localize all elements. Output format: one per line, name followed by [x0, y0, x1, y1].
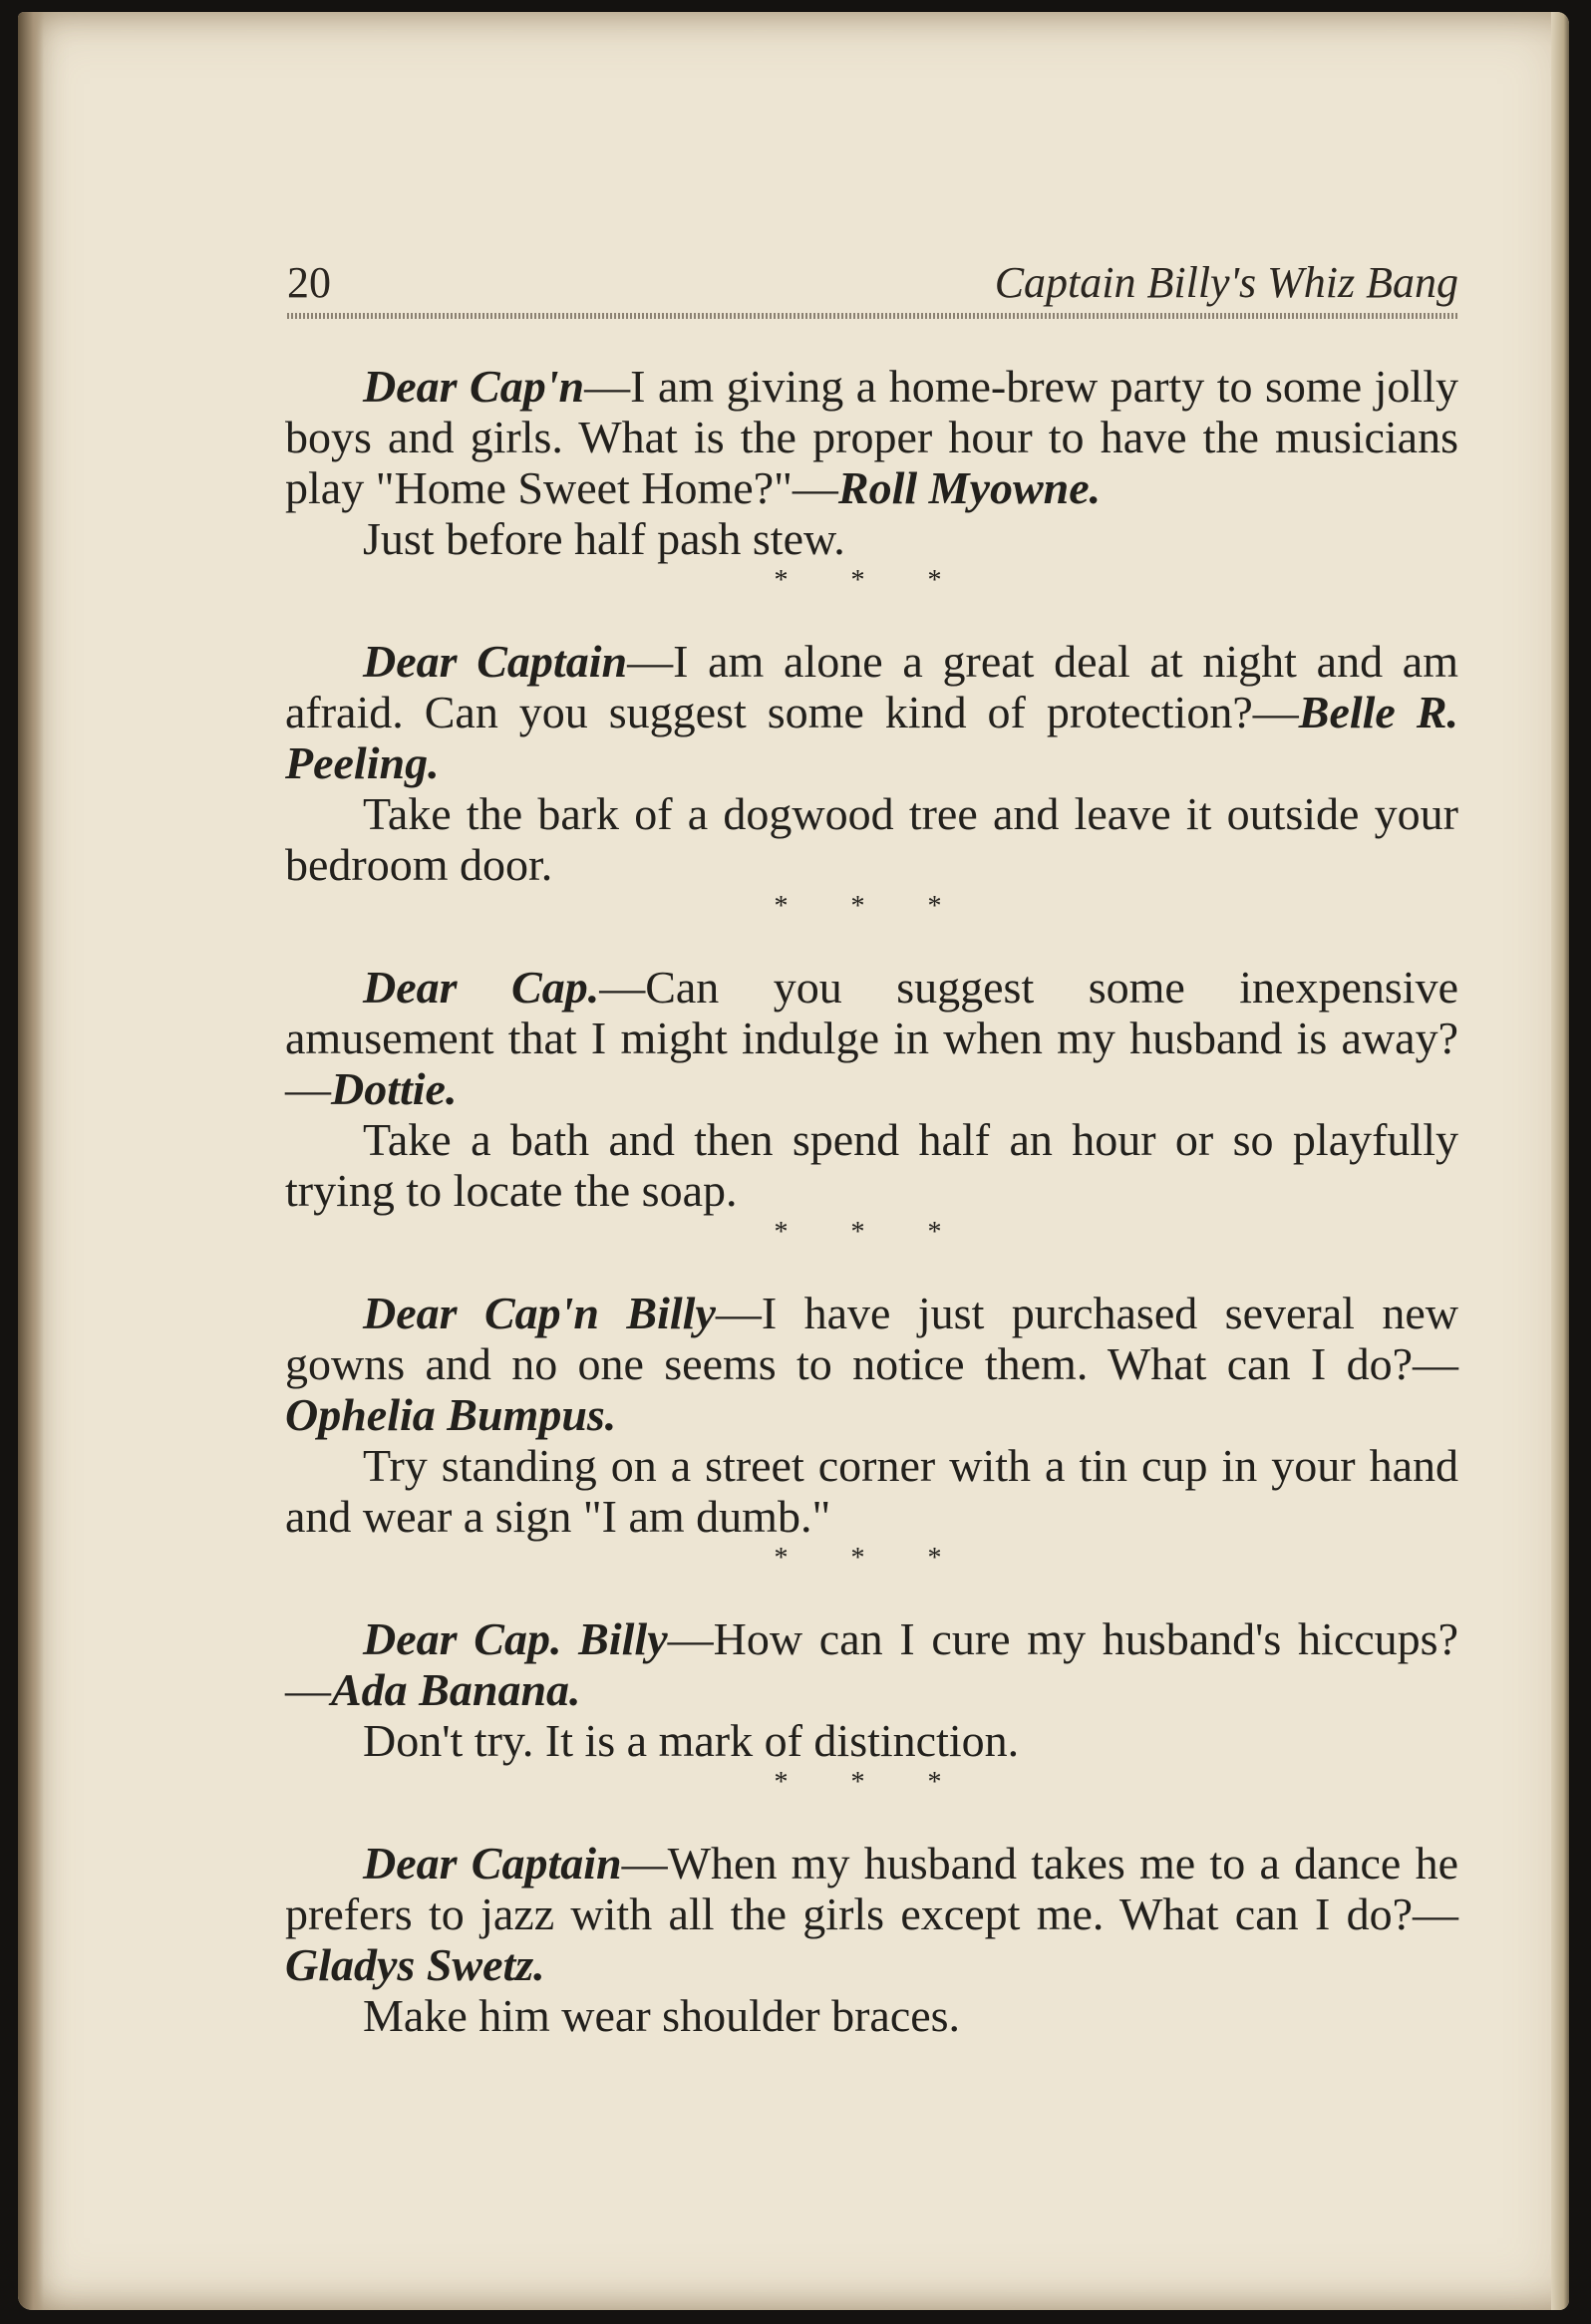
signature: Gladys Swetz.: [285, 1939, 545, 1990]
answer: Don't try. It is a mark of distinction.: [363, 1715, 1020, 1766]
salutation: Dear Captain: [363, 1838, 622, 1888]
page-right-edge: [1551, 12, 1569, 2310]
question: —How can I cure my husband's hiccups?—: [285, 1613, 1458, 1715]
header-rule: [287, 313, 1458, 319]
separator: * * *: [774, 1217, 970, 1248]
answer: Take the bark of a dogwood tree and leave it outside your bedroom door.: [285, 788, 1458, 890]
letter: [285, 361, 1458, 513]
separator: * * *: [774, 891, 970, 922]
answer: Try standing on a street corner with a tin cup in your hand and wear a sign "I am dumb.": [285, 1440, 1458, 1542]
salutation: Dear Cap'n: [363, 361, 585, 412]
letter: [285, 1838, 1458, 1990]
answer: Make him wear shoulder braces.: [363, 1990, 961, 2041]
separator: * * *: [774, 1767, 970, 1798]
signature: Dottie.: [331, 1063, 458, 1114]
letter: [285, 636, 1458, 788]
question: —I am giving a home-brew party to some jolly boys and girls. What is the proper hour to have the musicians play "Home Sweet Home?"—: [285, 361, 1458, 513]
salutation: Dear Cap'n Billy: [363, 1288, 716, 1338]
question: —Can you suggest some inexpensive amusement that I might indulge in when my husband is away?—: [285, 962, 1458, 1114]
book-page: [18, 12, 1569, 2310]
separator: * * *: [774, 1543, 970, 1574]
signature: Ophelia Bumpus.: [285, 1389, 617, 1440]
answer: Just before half pash stew.: [363, 513, 845, 564]
salutation: Dear Captain: [363, 636, 628, 687]
entry: [285, 361, 1458, 636]
question: —I am alone a great deal at night and am afraid. Can you suggest some kind of protection?—: [285, 636, 1459, 737]
letter: [285, 1288, 1458, 1440]
entry: [285, 1613, 1458, 1838]
page-header: [267, 249, 1458, 319]
signature: Belle R. Peeling.: [285, 687, 1458, 788]
entry: [285, 1288, 1458, 1613]
question: —When my husband takes me to a dance he prefers to jazz with all the girls except me. What can I do?—: [285, 1838, 1458, 1939]
entry: [285, 636, 1458, 962]
page-left-edge: [18, 12, 44, 2310]
signature: Ada Banana.: [331, 1664, 581, 1715]
answer: Take a bath and then spend half an hour or so playfully trying to locate the soap.: [285, 1114, 1458, 1216]
running-title: Captain Billy's Whiz Bang: [994, 258, 1458, 307]
page-number: 20: [287, 258, 331, 307]
salutation: Dear Cap. Billy: [363, 1613, 668, 1664]
letter: [285, 1613, 1458, 1715]
signature: Roll Myowne.: [837, 462, 1102, 513]
page-content: [285, 361, 1458, 2041]
question: —I have just purchased several new gowns and no one seems to notice them. What can I do?—: [285, 1288, 1458, 1389]
letter: [285, 962, 1458, 1114]
separator: * * *: [774, 565, 970, 596]
salutation: Dear Cap.: [363, 962, 600, 1013]
entry: [285, 1838, 1458, 2041]
entry: [285, 962, 1458, 1288]
